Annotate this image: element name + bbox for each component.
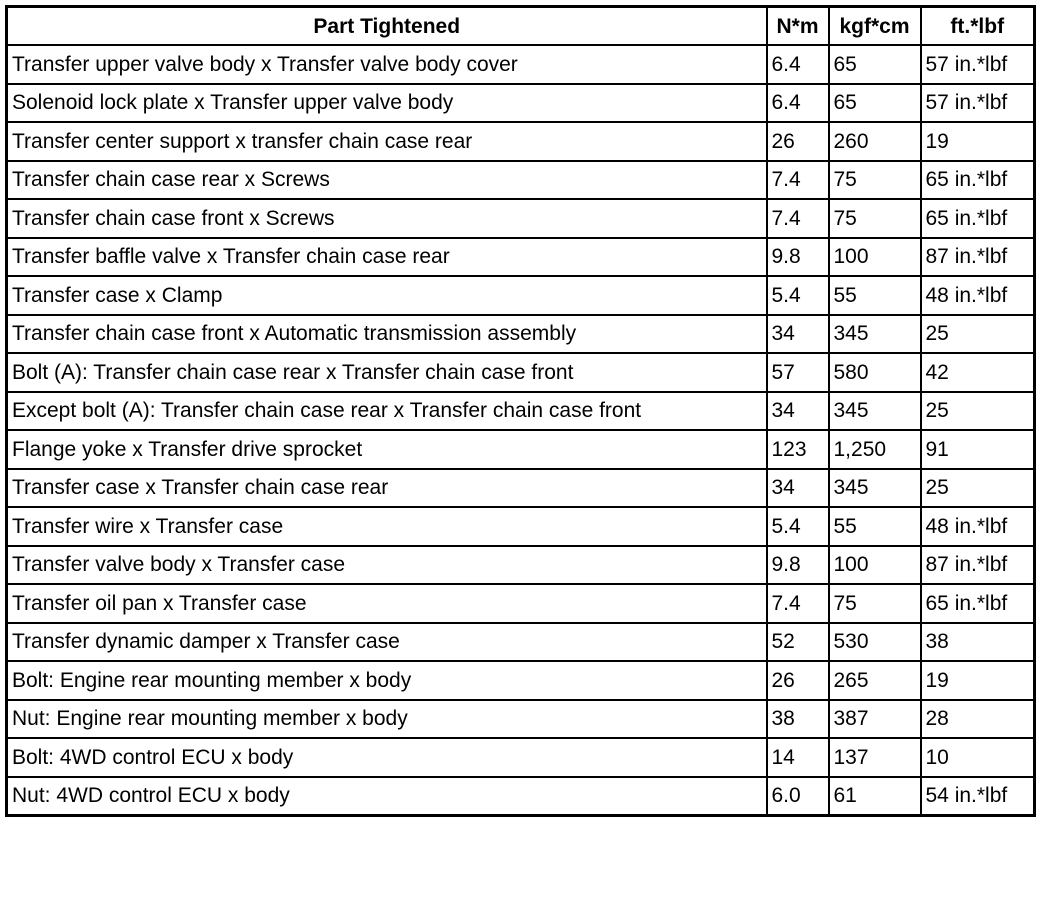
- cell-ft-lbf: 48 in.*lbf: [921, 276, 1035, 315]
- cell-part-tightened: Nut: 4WD control ECU x body: [7, 777, 767, 816]
- table-row: [7, 623, 1035, 662]
- cell-newton-meter: 26: [767, 122, 829, 161]
- cell-ft-lbf: 25: [921, 469, 1035, 508]
- cell-newton-meter: 123: [767, 430, 829, 469]
- cell-part-tightened: Bolt: Engine rear mounting member x body: [7, 661, 767, 700]
- cell-ft-lbf: 42: [921, 353, 1035, 392]
- cell-part-tightened: Solenoid lock plate x Transfer upper valve body: [7, 84, 767, 123]
- cell-kgf-cm: 75: [829, 584, 921, 623]
- cell-kgf-cm: 260: [829, 122, 921, 161]
- cell-newton-meter: 52: [767, 623, 829, 662]
- cell-kgf-cm: 55: [829, 276, 921, 315]
- cell-ft-lbf: 10: [921, 738, 1035, 777]
- table-body: [7, 45, 1035, 815]
- cell-part-tightened: Bolt: 4WD control ECU x body: [7, 738, 767, 777]
- cell-newton-meter: 34: [767, 392, 829, 431]
- cell-part-tightened: Transfer wire x Transfer case: [7, 507, 767, 546]
- table-row: [7, 238, 1035, 277]
- cell-newton-meter: 26: [767, 661, 829, 700]
- cell-ft-lbf: 65 in.*lbf: [921, 161, 1035, 200]
- header-kgf-cm: kgf*cm: [829, 7, 921, 46]
- cell-newton-meter: 7.4: [767, 199, 829, 238]
- cell-kgf-cm: 1,250: [829, 430, 921, 469]
- cell-kgf-cm: 75: [829, 199, 921, 238]
- table-row: [7, 392, 1035, 431]
- table-row: [7, 353, 1035, 392]
- cell-ft-lbf: 25: [921, 392, 1035, 431]
- cell-part-tightened: Transfer upper valve body x Transfer valve body cover: [7, 45, 767, 84]
- cell-ft-lbf: 54 in.*lbf: [921, 777, 1035, 816]
- cell-newton-meter: 14: [767, 738, 829, 777]
- table-row: [7, 315, 1035, 354]
- cell-kgf-cm: 345: [829, 469, 921, 508]
- cell-kgf-cm: 100: [829, 546, 921, 585]
- cell-kgf-cm: 65: [829, 84, 921, 123]
- cell-ft-lbf: 28: [921, 700, 1035, 739]
- cell-ft-lbf: 38: [921, 623, 1035, 662]
- cell-part-tightened: Transfer case x Transfer chain case rear: [7, 469, 767, 508]
- cell-newton-meter: 6.0: [767, 777, 829, 816]
- header-ft-lbf: ft.*lbf: [921, 7, 1035, 46]
- cell-part-tightened: Transfer center support x transfer chain case rear: [7, 122, 767, 161]
- cell-kgf-cm: 61: [829, 777, 921, 816]
- cell-newton-meter: 57: [767, 353, 829, 392]
- cell-part-tightened: Nut: Engine rear mounting member x body: [7, 700, 767, 739]
- cell-ft-lbf: 19: [921, 661, 1035, 700]
- cell-kgf-cm: 75: [829, 161, 921, 200]
- cell-newton-meter: 9.8: [767, 546, 829, 585]
- cell-ft-lbf: 57 in.*lbf: [921, 45, 1035, 84]
- torque-spec-table: [5, 5, 1036, 817]
- cell-newton-meter: 38: [767, 700, 829, 739]
- cell-part-tightened: Transfer dynamic damper x Transfer case: [7, 623, 767, 662]
- header-newton-meter: N*m: [767, 7, 829, 46]
- cell-kgf-cm: 345: [829, 315, 921, 354]
- cell-newton-meter: 6.4: [767, 45, 829, 84]
- cell-kgf-cm: 345: [829, 392, 921, 431]
- cell-newton-meter: 9.8: [767, 238, 829, 277]
- cell-kgf-cm: 100: [829, 238, 921, 277]
- table-row: [7, 45, 1035, 84]
- table-row: [7, 161, 1035, 200]
- table-row: [7, 661, 1035, 700]
- cell-newton-meter: 7.4: [767, 584, 829, 623]
- cell-part-tightened: Transfer chain case rear x Screws: [7, 161, 767, 200]
- cell-part-tightened: Transfer case x Clamp: [7, 276, 767, 315]
- table-row: [7, 469, 1035, 508]
- header-row: [7, 7, 1035, 46]
- table-row: [7, 584, 1035, 623]
- cell-newton-meter: 5.4: [767, 507, 829, 546]
- cell-ft-lbf: 48 in.*lbf: [921, 507, 1035, 546]
- cell-ft-lbf: 57 in.*lbf: [921, 84, 1035, 123]
- cell-kgf-cm: 265: [829, 661, 921, 700]
- cell-ft-lbf: 19: [921, 122, 1035, 161]
- table-row: [7, 84, 1035, 123]
- table-row: [7, 507, 1035, 546]
- cell-part-tightened: Flange yoke x Transfer drive sprocket: [7, 430, 767, 469]
- table-row: [7, 546, 1035, 585]
- cell-kgf-cm: 137: [829, 738, 921, 777]
- table-row: [7, 430, 1035, 469]
- table-row: [7, 122, 1035, 161]
- cell-part-tightened: Transfer valve body x Transfer case: [7, 546, 767, 585]
- cell-ft-lbf: 65 in.*lbf: [921, 199, 1035, 238]
- cell-ft-lbf: 25: [921, 315, 1035, 354]
- cell-part-tightened: Transfer oil pan x Transfer case: [7, 584, 767, 623]
- cell-newton-meter: 34: [767, 469, 829, 508]
- cell-part-tightened: Bolt (A): Transfer chain case rear x Transfer chain case front: [7, 353, 767, 392]
- cell-kgf-cm: 580: [829, 353, 921, 392]
- cell-ft-lbf: 65 in.*lbf: [921, 584, 1035, 623]
- cell-kgf-cm: 530: [829, 623, 921, 662]
- table-header: [7, 7, 1035, 46]
- table-row: [7, 738, 1035, 777]
- cell-part-tightened: Transfer chain case front x Screws: [7, 199, 767, 238]
- cell-part-tightened: Transfer chain case front x Automatic transmission assembly: [7, 315, 767, 354]
- cell-kgf-cm: 55: [829, 507, 921, 546]
- table-row: [7, 777, 1035, 816]
- cell-newton-meter: 5.4: [767, 276, 829, 315]
- cell-part-tightened: Except bolt (A): Transfer chain case rear x Transfer chain case front: [7, 392, 767, 431]
- cell-ft-lbf: 91: [921, 430, 1035, 469]
- cell-newton-meter: 6.4: [767, 84, 829, 123]
- header-part-tightened: Part Tightened: [7, 7, 767, 46]
- cell-part-tightened: Transfer baffle valve x Transfer chain case rear: [7, 238, 767, 277]
- cell-ft-lbf: 87 in.*lbf: [921, 546, 1035, 585]
- cell-kgf-cm: 387: [829, 700, 921, 739]
- table-row: [7, 700, 1035, 739]
- table-row: [7, 276, 1035, 315]
- cell-newton-meter: 34: [767, 315, 829, 354]
- cell-kgf-cm: 65: [829, 45, 921, 84]
- cell-newton-meter: 7.4: [767, 161, 829, 200]
- cell-ft-lbf: 87 in.*lbf: [921, 238, 1035, 277]
- table-row: [7, 199, 1035, 238]
